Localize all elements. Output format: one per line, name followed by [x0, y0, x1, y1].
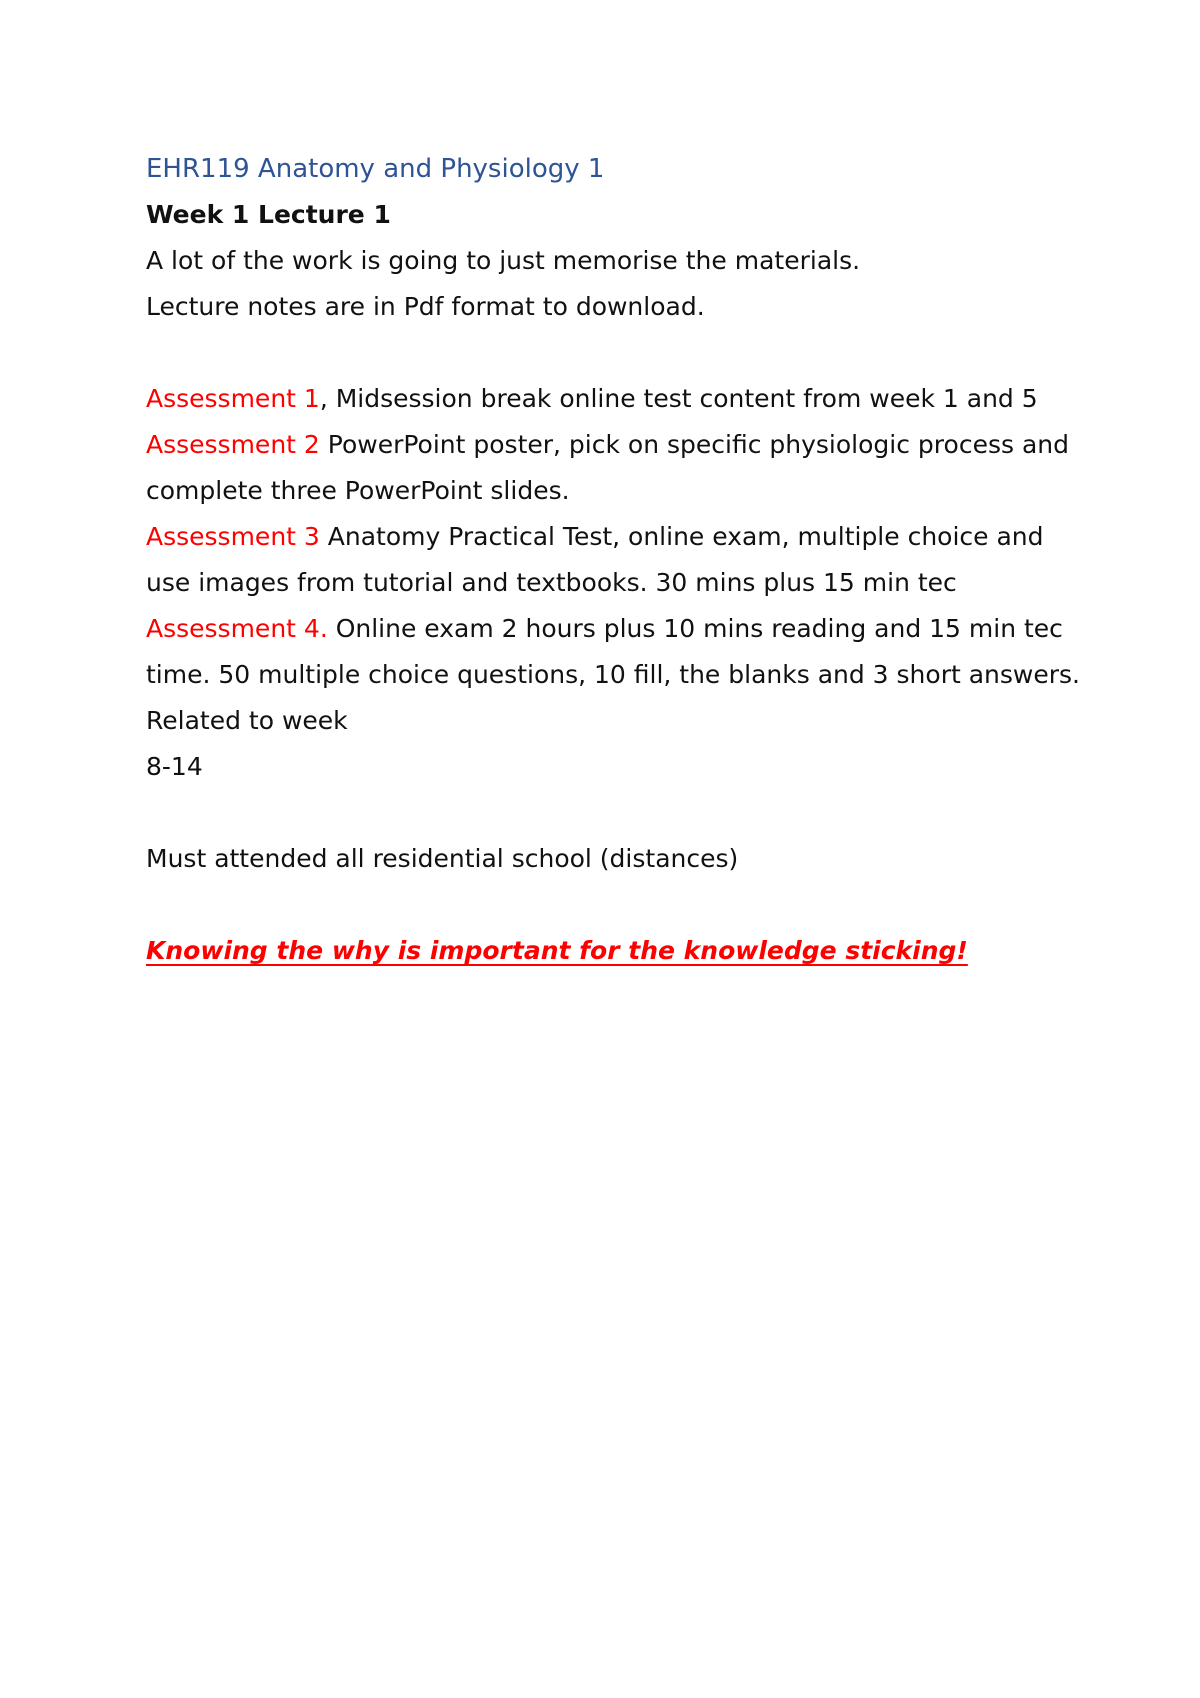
residential-note: Must attended all residential school (distances)	[146, 844, 739, 873]
intro-line: Lecture notes are in Pdf format to download.	[146, 292, 705, 321]
assessment-text: Anatomy Practical Test, online exam, multiple choice and use images from tutorial and textbooks. 30 mins plus 15 min tec	[146, 522, 1044, 597]
assessment-item	[146, 422, 1086, 514]
lecture-heading: Week 1 Lecture 1	[146, 200, 391, 229]
assessment-label: Assessment 1	[146, 384, 320, 413]
document-body	[146, 146, 1086, 974]
assessment-item	[146, 514, 1086, 606]
assessment-item	[146, 376, 1086, 422]
assessment-text: , Midsession break online test content from week 1 and 5	[319, 384, 1038, 413]
assessment-label: Assessment 4.	[146, 614, 328, 643]
document-title: EHR119 Anatomy and Physiology 1	[146, 154, 605, 184]
paragraph-spacer	[146, 882, 1086, 928]
emphasis-text: Knowing the why is important for the knowledge sticking!	[146, 936, 968, 965]
assessment-label: Assessment 2	[146, 430, 320, 459]
assessment-text: PowerPoint poster, pick on specific physiologic process and complete three PowerPoint slides.	[146, 430, 1069, 505]
emphasis-line	[146, 928, 1086, 974]
week-range: 8-14	[146, 752, 203, 781]
paragraph-spacer	[146, 330, 1086, 376]
assessment-item	[146, 606, 1086, 744]
paragraph-spacer	[146, 790, 1086, 836]
assessment-label: Assessment 3	[146, 522, 320, 551]
intro-line: A lot of the work is going to just memorise the materials.	[146, 246, 861, 275]
assessment-text: Online exam 2 hours plus 10 mins reading and 15 min tec time. 50 multiple choice questions, 10 fill, the blanks and 3 short answers. Related to week	[146, 614, 1080, 735]
